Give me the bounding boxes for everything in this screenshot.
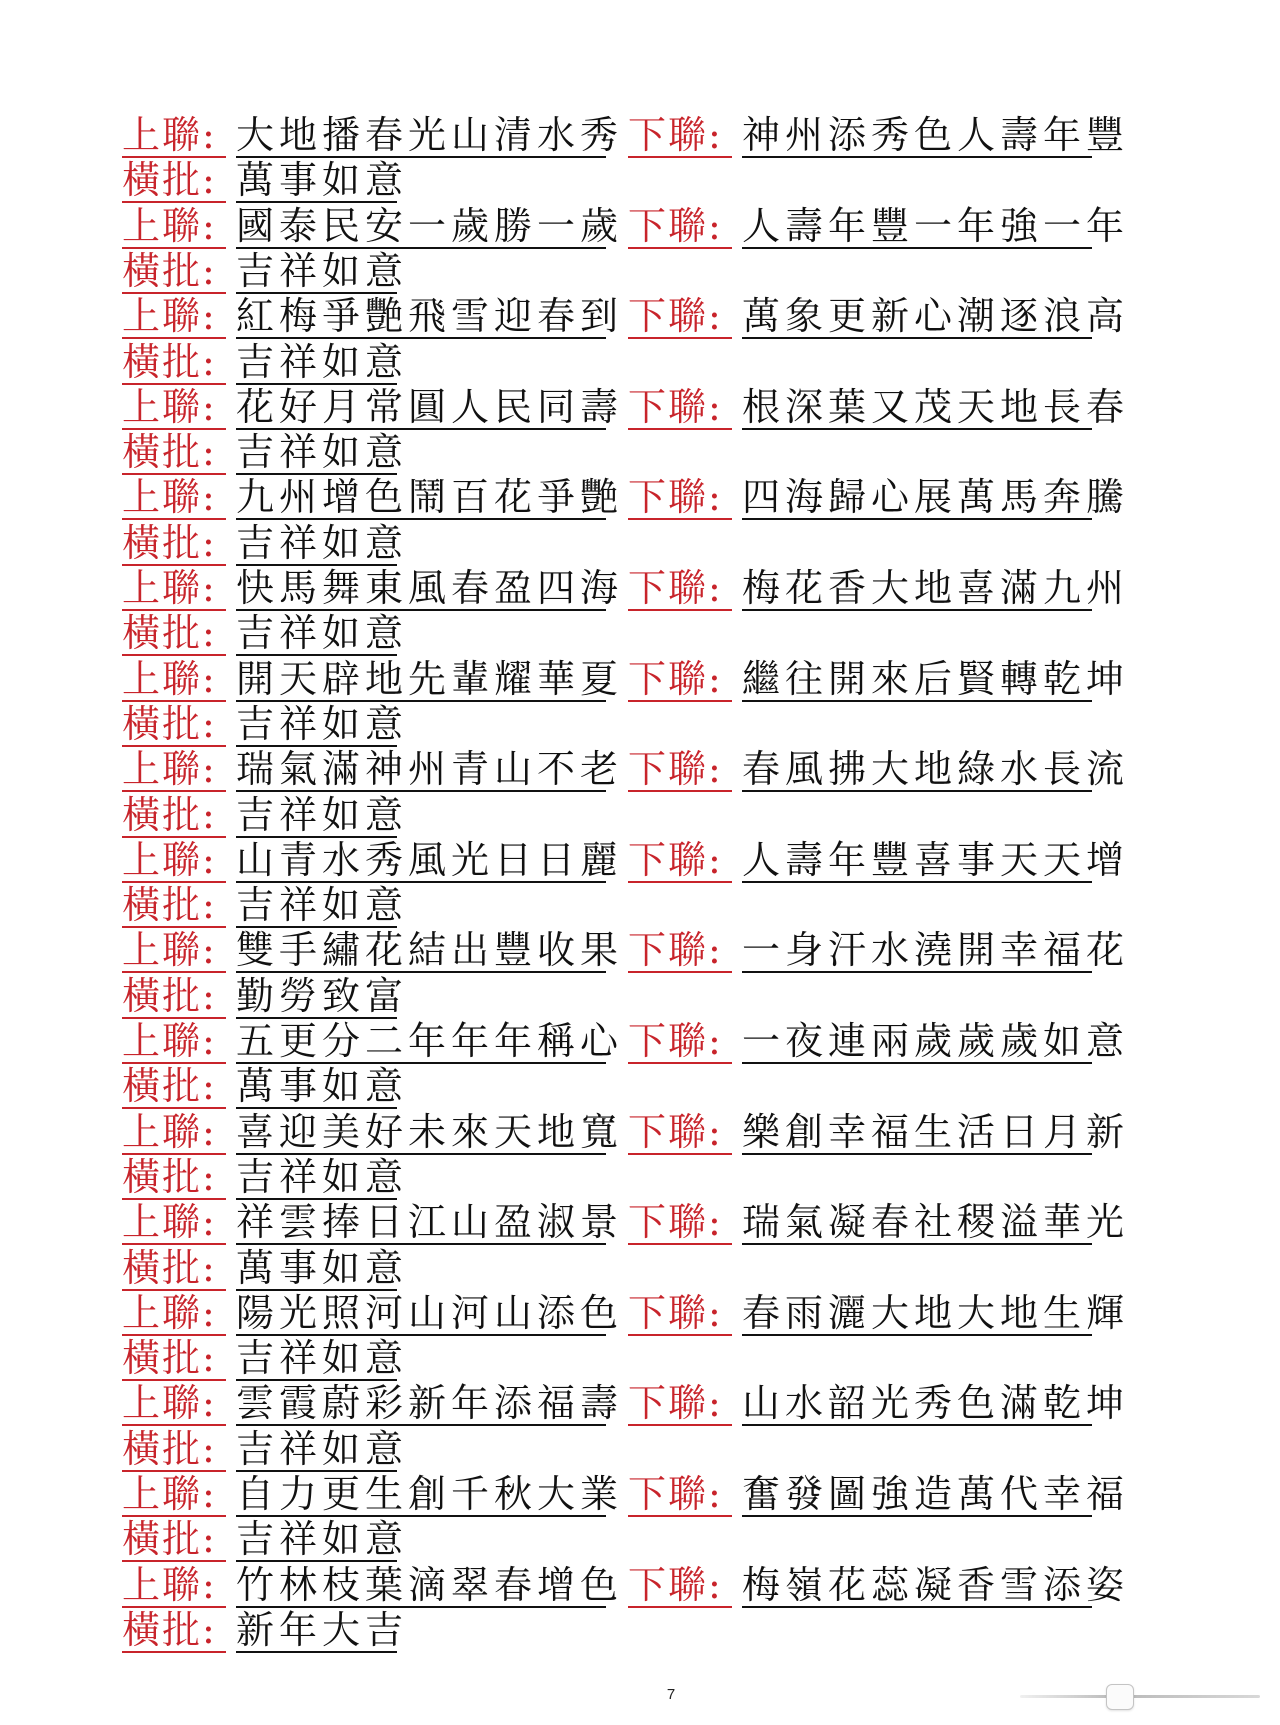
- banner-row: [122, 1063, 409, 1109]
- banner-label: 橫批:: [122, 701, 226, 747]
- lower-label: 下聯:: [628, 837, 732, 883]
- upper-line-text: 快馬舞東風春盈四海: [236, 566, 624, 610]
- banner-label: 橫批:: [122, 157, 226, 203]
- upper-label: 上聯:: [122, 1290, 226, 1336]
- couplet-row: [122, 565, 1130, 611]
- lower-line-text: 一夜連兩歲歲歲如意: [742, 1019, 1130, 1063]
- upper-label: 上聯:: [122, 474, 226, 520]
- upper-label: 上聯:: [122, 384, 226, 430]
- lower-line-text: 萬象更新心潮逐浪高: [742, 294, 1130, 339]
- lower-label: 下聯:: [628, 474, 732, 520]
- banner-row: [122, 157, 409, 203]
- banner-label: 橫批:: [122, 1063, 226, 1109]
- banner-text: 吉祥如意: [236, 1517, 409, 1562]
- banner-text: 吉祥如意: [236, 248, 409, 293]
- lower-line-text: 樂創幸福生活日月新: [742, 1109, 1130, 1154]
- banner-text: 吉祥如意: [236, 1154, 409, 1199]
- couplet-row: [122, 1471, 1130, 1517]
- lower-label: 下聯:: [628, 384, 732, 430]
- banner-text: 吉祥如意: [236, 701, 409, 746]
- lower-line-text: 瑞氣凝春社稷溢華光: [742, 1200, 1130, 1245]
- banner-row: [122, 1607, 409, 1653]
- couplet-row: [122, 746, 1130, 792]
- banner-label: 橫批:: [122, 973, 226, 1019]
- lower-line-text: 春風拂大地綠水長流: [742, 747, 1130, 792]
- banner-row: [122, 339, 409, 385]
- couplet-row: [122, 1290, 1130, 1336]
- upper-label: 上聯:: [122, 837, 226, 883]
- banner-row: [122, 1335, 409, 1381]
- upper-label: 上聯:: [122, 1562, 226, 1608]
- upper-line-text: 花好月常圓人民同壽: [236, 384, 624, 429]
- lower-line-text: 梅嶺花蕊凝香雪添姿: [742, 1562, 1130, 1607]
- lower-line-text: 奮發圖強造萬代幸福: [742, 1472, 1130, 1516]
- banner-label: 橫批:: [122, 1516, 226, 1562]
- couplet-row: [122, 837, 1130, 883]
- banner-row: [122, 1426, 409, 1472]
- lower-label: 下聯:: [628, 1109, 732, 1155]
- banner-text: 萬事如意: [236, 1064, 409, 1109]
- banner-text: 吉祥如意: [236, 883, 409, 928]
- couplet-row: [122, 1380, 1130, 1426]
- lower-label: 下聯:: [628, 927, 732, 973]
- lower-label: 下聯:: [628, 656, 732, 702]
- page-number: 7: [666, 1686, 676, 1703]
- banner-label: 橫批:: [122, 248, 226, 294]
- banner-row: [122, 248, 409, 294]
- lower-line-text: 人壽年豐喜事天天增: [742, 837, 1130, 882]
- upper-line-text: 陽光照河山河山添色: [236, 1290, 624, 1335]
- scroll-thumb[interactable]: [1106, 1684, 1134, 1710]
- lower-label: 下聯:: [628, 1562, 732, 1608]
- lower-line-text: 繼往開來后賢轉乾坤: [742, 656, 1130, 701]
- upper-line-text: 瑞氣滿神州青山不老: [236, 747, 624, 792]
- upper-label: 上聯:: [122, 746, 226, 792]
- banner-row: [122, 1154, 409, 1200]
- upper-line-text: 國泰民安一歲勝一歲: [236, 203, 624, 248]
- upper-line-text: 大地播春光山清水秀: [236, 113, 624, 157]
- banner-row: [122, 973, 409, 1019]
- couplet-row: [122, 384, 1130, 430]
- banner-label: 橫批:: [122, 1245, 226, 1291]
- lower-line-text: 一身汗水澆開幸福花: [742, 928, 1130, 973]
- banner-text: 吉祥如意: [236, 339, 409, 384]
- banner-row: [122, 610, 409, 656]
- upper-line-text: 山青水秀風光日日麗: [236, 837, 624, 882]
- banner-text: 吉祥如意: [236, 611, 409, 656]
- banner-text: 勤勞致富: [236, 973, 409, 1018]
- upper-label: 上聯:: [122, 1471, 226, 1517]
- upper-line-text: 五更分二年年年稱心: [236, 1019, 624, 1063]
- lower-label: 下聯:: [628, 1471, 732, 1517]
- banner-text: 吉祥如意: [236, 792, 409, 837]
- upper-label: 上聯:: [122, 1109, 226, 1155]
- couplet-row: [122, 656, 1130, 702]
- banner-label: 橫批:: [122, 429, 226, 475]
- lower-label: 下聯:: [628, 203, 732, 249]
- couplet-row: [122, 927, 1130, 973]
- lower-label: 下聯:: [628, 1290, 732, 1336]
- horizontal-scroll-slider-icon[interactable]: [1020, 1684, 1260, 1710]
- lower-line-text: 人壽年豐一年強一年: [742, 203, 1130, 248]
- banner-row: [122, 701, 409, 747]
- lower-label: 下聯:: [628, 293, 732, 339]
- banner-row: [122, 882, 409, 928]
- upper-line-text: 自力更生創千秋大業: [236, 1472, 624, 1516]
- upper-label: 上聯:: [122, 1018, 226, 1064]
- upper-label: 上聯:: [122, 112, 226, 158]
- couplet-row: [122, 203, 1130, 249]
- upper-line-text: 喜迎美好未來天地寬: [236, 1109, 624, 1154]
- upper-label: 上聯:: [122, 927, 226, 973]
- banner-label: 橫批:: [122, 1335, 226, 1381]
- banner-text: 新年大吉: [236, 1607, 409, 1652]
- lower-label: 下聯:: [628, 1018, 732, 1064]
- couplet-row: [122, 1562, 1130, 1608]
- couplet-row: [122, 1109, 1130, 1155]
- upper-line-text: 竹林枝葉滴翠春增色: [236, 1562, 624, 1607]
- upper-line-text: 九州增色鬧百花爭艷: [236, 475, 624, 520]
- banner-text: 萬事如意: [236, 1245, 409, 1290]
- upper-label: 上聯:: [122, 1380, 226, 1426]
- banner-label: 橫批:: [122, 1154, 226, 1200]
- lower-label: 下聯:: [628, 565, 732, 611]
- lower-line-text: 春雨灑大地大地生輝: [742, 1290, 1130, 1335]
- banner-label: 橫批:: [122, 1607, 226, 1653]
- banner-label: 橫批:: [122, 339, 226, 385]
- banner-label: 橫批:: [122, 792, 226, 838]
- upper-line-text: 祥雲捧日江山盈淑景: [236, 1200, 624, 1245]
- banner-text: 吉祥如意: [236, 1426, 409, 1471]
- lower-label: 下聯:: [628, 746, 732, 792]
- upper-label: 上聯:: [122, 565, 226, 611]
- lower-label: 下聯:: [628, 1199, 732, 1245]
- banner-text: 萬事如意: [236, 158, 409, 203]
- banner-text: 吉祥如意: [236, 430, 409, 475]
- banner-text: 吉祥如意: [236, 1336, 409, 1381]
- banner-row: [122, 1516, 409, 1562]
- upper-line-text: 開天辟地先輩耀華夏: [236, 656, 624, 701]
- banner-text: 吉祥如意: [236, 520, 409, 565]
- lower-line-text: 梅花香大地喜滿九州: [742, 566, 1130, 610]
- couplet-row: [122, 1199, 1130, 1245]
- lower-label: 下聯:: [628, 112, 732, 158]
- upper-label: 上聯:: [122, 656, 226, 702]
- couplet-row: [122, 293, 1130, 339]
- banner-label: 橫批:: [122, 1426, 226, 1472]
- banner-row: [122, 1245, 409, 1291]
- couplet-row: [122, 112, 1130, 158]
- lower-line-text: 四海歸心展萬馬奔騰: [742, 475, 1130, 520]
- banner-label: 橫批:: [122, 882, 226, 928]
- lower-line-text: 山水韶光秀色滿乾坤: [742, 1381, 1130, 1426]
- upper-label: 上聯:: [122, 1199, 226, 1245]
- lower-label: 下聯:: [628, 1380, 732, 1426]
- banner-row: [122, 792, 409, 838]
- scroll-track: [1020, 1695, 1260, 1698]
- lower-line-text: 神州添秀色人壽年豐: [742, 113, 1130, 157]
- lower-line-text: 根深葉又茂天地長春: [742, 384, 1130, 429]
- banner-row: [122, 429, 409, 475]
- banner-label: 橫批:: [122, 520, 226, 566]
- upper-label: 上聯:: [122, 293, 226, 339]
- upper-label: 上聯:: [122, 203, 226, 249]
- couplet-row: [122, 1018, 1130, 1064]
- banner-row: [122, 520, 409, 566]
- banner-label: 橫批:: [122, 610, 226, 656]
- couplet-row: [122, 474, 1130, 520]
- upper-line-text: 雙手繡花結出豐收果: [236, 928, 624, 973]
- upper-line-text: 紅梅爭艷飛雪迎春到: [236, 294, 624, 339]
- upper-line-text: 雲霞蔚彩新年添福壽: [236, 1381, 624, 1426]
